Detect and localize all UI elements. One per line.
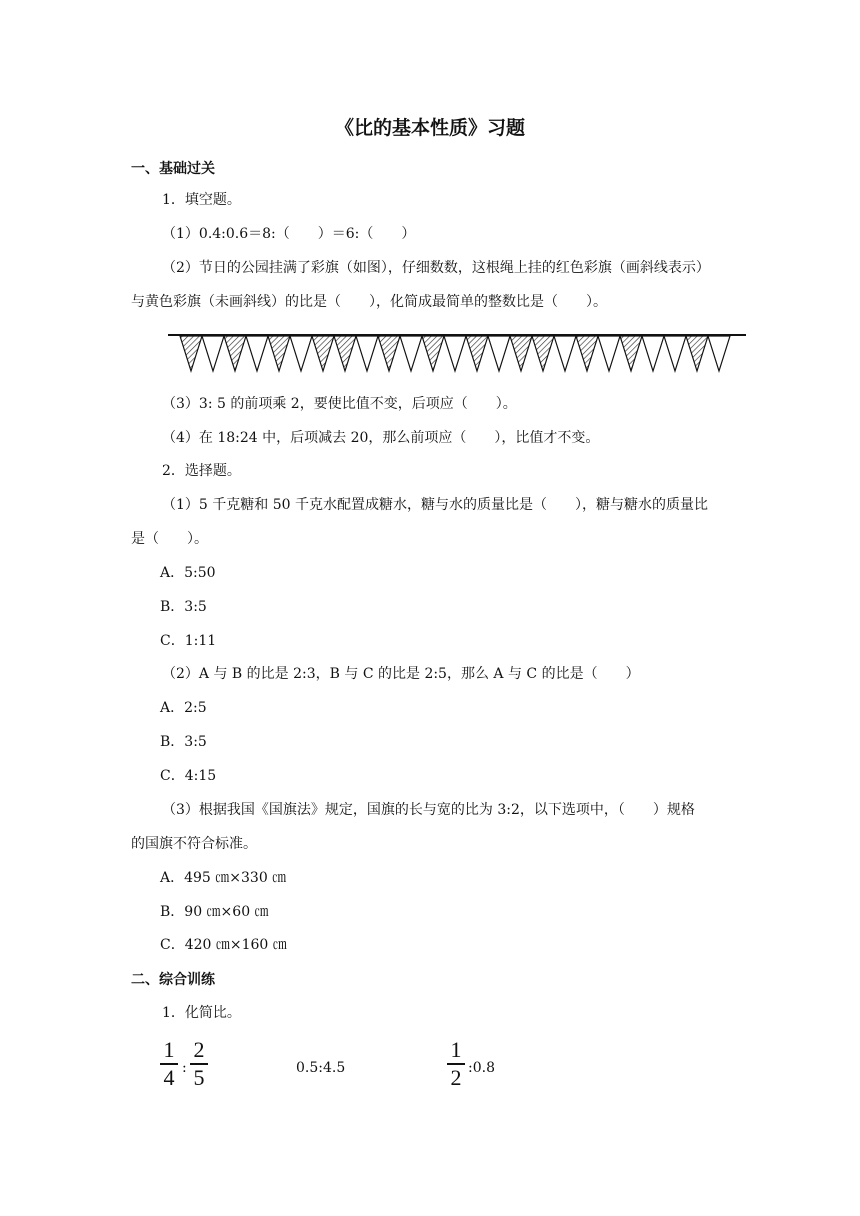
fraction-numerator: 2 xyxy=(193,1037,205,1062)
fraction-denominator: 4 xyxy=(163,1064,175,1090)
question-2-label: 2．选择题。 xyxy=(162,463,241,479)
ratio-colon: : xyxy=(182,1060,187,1076)
training-question-1-label: 1．化简比。 xyxy=(162,1005,241,1021)
fraction-denominator: 2 xyxy=(450,1064,462,1090)
yellow-flag-plain xyxy=(202,336,224,371)
q2-2-option-a: A．2:5 xyxy=(160,700,207,716)
fraction-numerator: 1 xyxy=(163,1037,175,1062)
question-2-1-line1: （1）5 千克糖和 50 千克水配置成糖水，糖与水的质量比是（ ），糖与糖水的质量比 xyxy=(162,497,708,513)
red-flag-shaded xyxy=(686,336,708,371)
section-heading-training: 二、综合训练 xyxy=(131,972,215,988)
fraction-one-quarter xyxy=(160,1038,178,1090)
red-flag-shaded xyxy=(576,336,598,371)
red-flag-shaded xyxy=(422,336,444,371)
question-1-2-line2: 与黄色彩旗（未画斜线）的比是（ ），化简成最简单的整数比是（ ）。 xyxy=(131,294,607,310)
red-flag-shaded xyxy=(180,336,202,371)
ratio-expression-half-rest: :0.8 xyxy=(468,1060,495,1076)
q2-1-option-a: A．5:50 xyxy=(160,565,216,581)
red-flag-shaded xyxy=(312,336,334,371)
red-flag-shaded xyxy=(510,336,532,371)
fraction-two-fifths xyxy=(190,1038,208,1090)
yellow-flag-plain xyxy=(664,336,686,371)
red-flag-shaded xyxy=(378,336,400,371)
yellow-flag-plain xyxy=(246,336,268,371)
flag-string-figure xyxy=(168,333,748,377)
red-flag-shaded xyxy=(268,336,290,371)
yellow-flag-plain xyxy=(642,336,664,371)
fraction-one-half xyxy=(447,1038,465,1090)
page-title: 《比的基本性质》习题 xyxy=(334,117,525,139)
q2-3-option-c: C．420 ㎝×160 ㎝ xyxy=(160,937,287,953)
q2-2-option-c: C．4:15 xyxy=(160,768,217,784)
question-2-3-line2: 的国旗不符合标准。 xyxy=(131,836,257,852)
question-2-1-line2: 是（ ）。 xyxy=(131,531,208,547)
red-flag-shaded xyxy=(334,336,356,371)
question-1-2-line1: （2）节日的公园挂满了彩旗（如图），仔细数数，这根绳上挂的红色彩旗（画斜线表示） xyxy=(162,260,710,276)
yellow-flag-plain xyxy=(444,336,466,371)
red-flag-shaded xyxy=(532,336,554,371)
fraction-denominator: 5 xyxy=(193,1064,205,1090)
yellow-flag-plain xyxy=(598,336,620,371)
yellow-flag-plain xyxy=(290,336,312,371)
q2-1-option-c: C．1:11 xyxy=(160,633,217,649)
q2-2-option-b: B．3:5 xyxy=(160,734,207,750)
q2-3-option-b: B．90 ㎝×60 ㎝ xyxy=(160,904,269,920)
question-1-3: （3）3: 5 的前项乘 2，要使比值不变，后项应（ ）。 xyxy=(162,396,517,412)
question-1-1: （1）0.4:0.6＝8:（ ）＝6:（ ） xyxy=(162,226,416,242)
question-1-4: （4）在 18:24 中，后项减去 20，那么前项应（ ），比值才不变。 xyxy=(162,430,600,446)
fraction-numerator: 1 xyxy=(450,1037,462,1062)
yellow-flag-plain xyxy=(554,336,576,371)
red-flag-shaded xyxy=(466,336,488,371)
question-2-3-line1: （3）根据我国《国旗法》规定，国旗的长与宽的比为 3:2，以下选项中，（ ）规格 xyxy=(162,802,695,818)
red-flag-shaded xyxy=(224,336,246,371)
yellow-flag-plain xyxy=(708,336,730,371)
section-heading-basic: 一、基础过关 xyxy=(131,161,215,177)
question-2-2: （2）A 与 B 的比是 2:3，B 与 C 的比是 2:5，那么 A 与 C 的比是（ ） xyxy=(162,666,640,682)
q2-3-option-a: A．495 ㎝×330 ㎝ xyxy=(160,870,287,886)
question-1-label: 1．填空题。 xyxy=(162,192,241,208)
red-flag-shaded xyxy=(620,336,642,371)
q2-1-option-b: B．3:5 xyxy=(160,599,207,615)
yellow-flag-plain xyxy=(488,336,510,371)
yellow-flag-plain xyxy=(400,336,422,371)
yellow-flag-plain xyxy=(356,336,378,371)
ratio-expression-decimal: 0.5:4.5 xyxy=(296,1060,346,1076)
